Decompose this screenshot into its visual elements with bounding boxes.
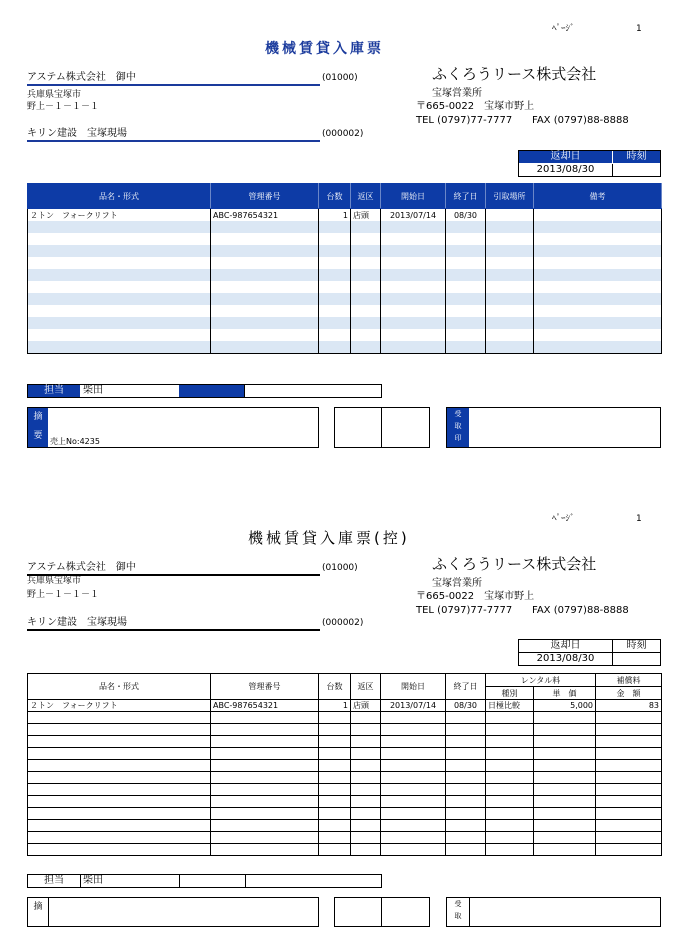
- staff-blank-cell: [179, 875, 246, 887]
- items-table-copy: [27, 673, 662, 856]
- col-header: 台数: [319, 674, 351, 700]
- table-row: [28, 341, 662, 354]
- address-line1: 兵庫県宝塚市: [27, 576, 82, 586]
- receipt-label-cell: [447, 898, 470, 926]
- table-row: [28, 760, 662, 772]
- col-header: 備考: [534, 184, 662, 209]
- col-header: 管理番号: [211, 184, 319, 209]
- col-header: 台数: [319, 184, 351, 209]
- col-header: 品名・形式: [28, 184, 211, 209]
- col-subheader: 種別: [486, 687, 534, 700]
- col-header: 引取場所: [486, 184, 534, 209]
- customer-name: アステム株式会社 御中: [27, 72, 320, 86]
- customer-code: (01000): [322, 563, 358, 573]
- company-tel: TEL (0797)77-7777: [416, 605, 513, 616]
- table-row: [28, 844, 662, 856]
- cell-end: 08/30: [446, 700, 486, 712]
- receipt-label-2: 取: [454, 422, 462, 430]
- table-row: [28, 796, 662, 808]
- table-row: [28, 329, 662, 341]
- cell-pickup: [486, 209, 534, 222]
- company-branch: 宝塚営業所: [432, 578, 482, 589]
- receipt-label-cell: [447, 408, 469, 447]
- return-date: 2013/08/30: [519, 164, 613, 176]
- address-line2: 野上－１－１－１: [27, 102, 100, 112]
- col-header: 終了日: [446, 184, 486, 209]
- col-header-comp: 補償料: [596, 674, 662, 687]
- col-subheader: 金 額: [596, 687, 662, 700]
- table-row: [28, 712, 662, 724]
- return-box: [518, 150, 661, 177]
- return-date-label: 返却日: [519, 640, 613, 653]
- site-name: キリン建設 宝塚現場: [27, 128, 320, 142]
- memo-label-cell: [28, 408, 48, 447]
- cell-end: 08/30: [446, 209, 486, 222]
- table-row: [28, 317, 662, 329]
- company-branch: 宝塚営業所: [432, 88, 482, 99]
- cell-code: ABC-987654321: [211, 209, 319, 222]
- receipt-box: [446, 897, 661, 927]
- table-row: [28, 724, 662, 736]
- receipt-label-2: 取: [454, 912, 462, 920]
- company-name: ふくろうリース株式会社: [432, 555, 597, 573]
- return-date: 2013/08/30: [519, 653, 613, 665]
- memo-text: 売上No:4235: [50, 437, 100, 446]
- cell-item: ２トン フォークリフト: [28, 700, 211, 712]
- memo-label-1: 摘: [33, 412, 43, 422]
- receipt-label-1: 受: [454, 900, 462, 908]
- sheet2-title: 機械賃貸入庫票(控): [248, 529, 410, 547]
- staff-row: [27, 874, 382, 888]
- cell-start: 2013/07/14: [381, 700, 446, 712]
- stamp-box-1: [334, 897, 382, 927]
- receipt-box: [446, 407, 661, 448]
- cell-item: ２トン フォークリフト: [28, 209, 211, 222]
- table-row: [28, 221, 662, 233]
- table-row: [28, 269, 662, 281]
- customer-name: アステム株式会社 御中: [27, 562, 320, 576]
- table-row: [28, 257, 662, 269]
- cell-type: 店頭: [351, 700, 381, 712]
- return-time-label: 時刻: [613, 151, 660, 163]
- cell-start: 2013/07/14: [381, 209, 446, 222]
- table-row: [28, 293, 662, 305]
- items-table: [27, 183, 662, 354]
- address-line2: 野上－１－１－１: [27, 590, 100, 600]
- cell-amount: 83: [596, 700, 662, 712]
- cell-code: ABC-987654321: [211, 700, 319, 712]
- table-row: [28, 305, 662, 317]
- company-fax: FAX (0797)88-8888: [532, 115, 629, 126]
- staff-label: 担当: [28, 875, 81, 887]
- table-row: [28, 748, 662, 760]
- memo-label-1: 摘: [33, 902, 43, 912]
- memo-box: [27, 407, 319, 448]
- col-header: 管理番号: [211, 674, 319, 700]
- table-row: [28, 736, 662, 748]
- col-header: 品名・形式: [28, 674, 211, 700]
- cell-rental-kind: 日極比較: [486, 700, 534, 712]
- company-name: ふくろうリース株式会社: [432, 65, 597, 83]
- staff-name: 柴田: [83, 875, 103, 886]
- page-number: 1: [636, 514, 642, 524]
- return-time-label: 時刻: [613, 640, 660, 653]
- company-tel: TEL (0797)77-7777: [416, 115, 513, 126]
- site-name: キリン建設 宝塚現場: [27, 617, 320, 631]
- table-row: [28, 784, 662, 796]
- col-header: 返区: [351, 674, 381, 700]
- col-header: 開始日: [381, 674, 446, 700]
- table-row: [28, 700, 662, 712]
- staff-blank-cell: [179, 385, 244, 397]
- return-box: [518, 639, 661, 666]
- site-code: (000002): [322, 618, 364, 628]
- table-row: [28, 281, 662, 293]
- company-fax: FAX (0797)88-8888: [532, 605, 629, 616]
- receipt-label-3: 印: [454, 434, 462, 442]
- col-header: 終了日: [446, 674, 486, 700]
- table-row: [28, 209, 662, 222]
- cell-unit-price: 5,000: [534, 700, 596, 712]
- table-row: [28, 808, 662, 820]
- table-row: [28, 832, 662, 844]
- company-postal: 〒665-0022 宝塚市野上: [416, 591, 535, 602]
- col-header: 開始日: [381, 184, 446, 209]
- memo-label-cell: [28, 898, 49, 926]
- col-subheader: 単 価: [534, 687, 596, 700]
- col-header: 返区: [351, 184, 381, 209]
- cell-note: [534, 209, 662, 222]
- staff-label: 担当: [28, 385, 80, 397]
- address-line1: 兵庫県宝塚市: [27, 90, 82, 100]
- staff-row: [27, 384, 382, 398]
- memo-box: [27, 897, 319, 927]
- return-date-label: 返却日: [519, 151, 613, 163]
- col-header-rental: レンタル料: [486, 674, 596, 687]
- table-row: [28, 233, 662, 245]
- stamp-box-2: [381, 407, 430, 448]
- cell-qty: 1: [319, 700, 351, 712]
- divider: [244, 385, 245, 397]
- table-row: [28, 820, 662, 832]
- table-row: [28, 772, 662, 784]
- receipt-label-1: 受: [454, 410, 462, 418]
- site-code: (000002): [322, 129, 364, 139]
- table-row: [28, 245, 662, 257]
- staff-name: 柴田: [83, 385, 103, 396]
- cell-qty: 1: [319, 209, 351, 222]
- stamp-box-2: [381, 897, 430, 927]
- memo-label-2: 要: [33, 431, 43, 441]
- page-number: 1: [636, 24, 642, 34]
- page-label: ﾍﾟｰｼﾞ: [552, 24, 575, 34]
- sheet1-title: 機械賃貸入庫票: [265, 41, 384, 57]
- customer-code: (01000): [322, 73, 358, 83]
- page-label: ﾍﾟｰｼﾞ: [552, 514, 575, 524]
- company-postal: 〒665-0022 宝塚市野上: [416, 101, 535, 112]
- cell-type: 店頭: [351, 209, 381, 222]
- stamp-box-1: [334, 407, 382, 448]
